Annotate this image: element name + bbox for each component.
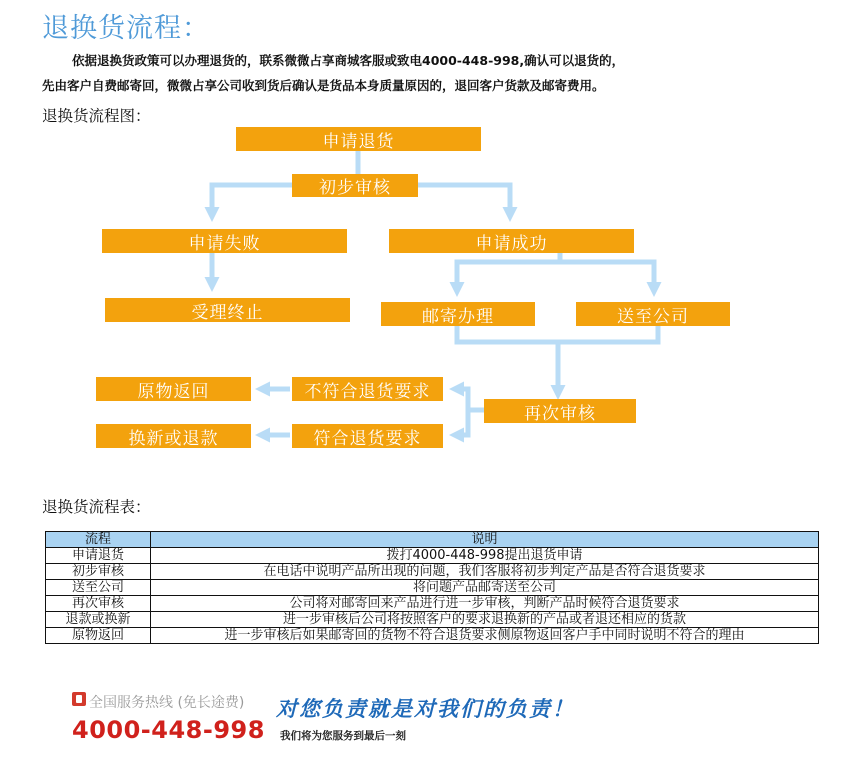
table-header-row (46, 532, 819, 548)
cell-description: 公司将对邮寄回来产品进行进一步审核，判断产品时候符合退货要求 (151, 596, 819, 612)
step-initial-review: 初步审核 (292, 174, 418, 197)
step-not-qualified: 不符合退货要求 (292, 377, 443, 401)
arrow-to-apply-success (418, 185, 510, 215)
table-row (46, 612, 819, 628)
step-exchange-or-refund: 换新或退款 (96, 424, 251, 448)
table-row (46, 564, 819, 580)
table-row (46, 548, 819, 564)
tagline: 我们将为您服务到最后一刻 (280, 730, 406, 742)
arrow-to-qualified (456, 410, 484, 435)
table-row (46, 596, 819, 612)
cell-process: 再次审核 (46, 596, 151, 612)
process-table (45, 531, 819, 644)
step-terminated: 受理终止 (105, 298, 350, 322)
hotline-number[interactable]: 4000-448-998 (72, 716, 265, 744)
step-apply-failed: 申请失败 (102, 229, 347, 253)
arrow-to-mail (457, 262, 560, 290)
policy-text-line-1: 依据退换货政策可以办理退货的，联系微微占享商城客服或致电4000-448-998,确认可以退货的， (72, 53, 625, 68)
cell-description: 进一步审核后如果邮寄回的货物不符合退货要求侧原物返回客户手中同时说明不符合的理由 (151, 628, 819, 644)
step-mail: 邮寄办理 (381, 302, 535, 326)
arrow-to-apply-failed (212, 185, 292, 215)
cell-process: 送至公司 (46, 580, 151, 596)
cell-description: 在电话中说明产品所出现的问题，我们客服将初步判定产品是否符合退货要求 (151, 564, 819, 580)
column-header-description: 说明 (151, 532, 819, 548)
table-row (46, 580, 819, 596)
step-return-original: 原物返回 (96, 377, 251, 401)
phone-icon (72, 692, 86, 706)
flowchart-heading: 退换货流程图： (42, 107, 151, 125)
step-apply-success: 申请成功 (389, 229, 634, 253)
policy-text-line-2: 先由客户自费邮寄回，微微占享公司收到货后确认是货品本身质量原因的，退回客户货款及邮寄费用。 (42, 78, 605, 93)
hotline-label: 全国服务热线 (免长途费) (89, 695, 245, 711)
step-qualified: 符合退货要求 (292, 424, 443, 448)
cell-process: 退款或换新 (46, 612, 151, 628)
arrow-to-deliver (560, 262, 654, 290)
cell-description: 拨打4000-448-998提出退货申请 (151, 548, 819, 564)
column-header-process: 流程 (46, 532, 151, 548)
cell-description: 将问题产品邮寄送至公司 (151, 580, 819, 596)
step-deliver: 送至公司 (576, 302, 730, 326)
slogan: 对您负责就是对我们的负责！ (276, 697, 575, 721)
cell-process: 申请退货 (46, 548, 151, 564)
connector-merge (457, 325, 658, 342)
cell-process: 原物返回 (46, 628, 151, 644)
step-apply: 申请退货 (236, 127, 481, 151)
table-row (46, 628, 819, 644)
cell-process: 初步审核 (46, 564, 151, 580)
table-heading: 退换货流程表： (42, 498, 151, 516)
arrow-to-not-qualified (456, 389, 484, 410)
page-title: 退换货流程： (42, 13, 210, 44)
step-second-review: 再次审核 (484, 399, 636, 423)
cell-description: 进一步审核后公司将按照客户的要求退换新的产品或者退还相应的货款 (151, 612, 819, 628)
